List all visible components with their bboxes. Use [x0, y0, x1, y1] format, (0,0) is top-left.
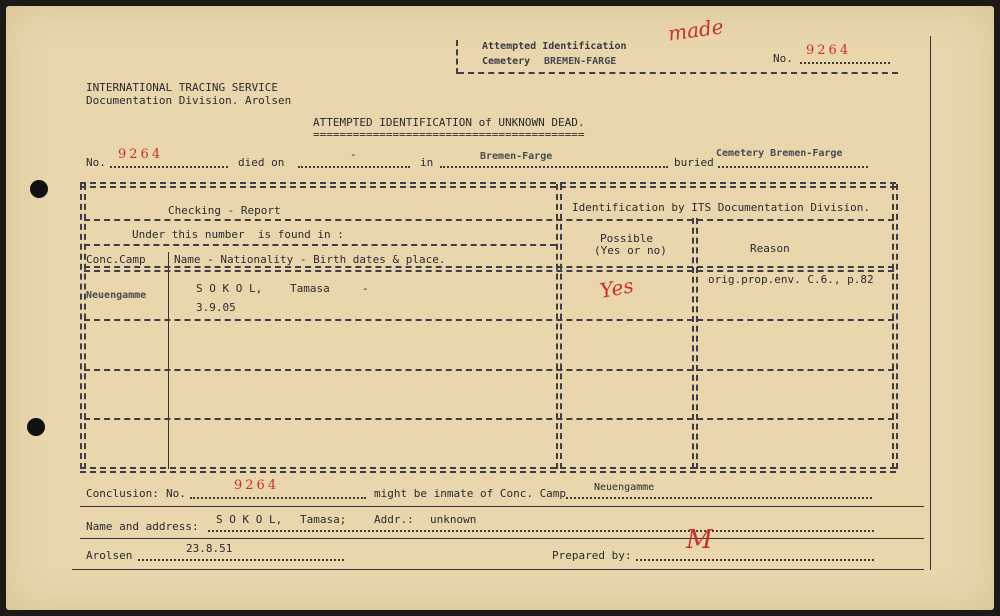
addr-value: unknown: [430, 513, 477, 526]
record-died-label: died on: [238, 156, 285, 169]
footer-date: 23.8.51: [186, 542, 233, 555]
record-no-label: No.: [86, 156, 106, 169]
row1-birth: 3.9.05: [196, 301, 236, 314]
table-bottom-border: [80, 467, 896, 473]
footer-rule: [72, 569, 924, 570]
conclusion-label: Conclusion:: [86, 487, 159, 500]
name-address-surname: S O K O L,: [216, 513, 283, 526]
stamp-handwritten-made: made: [666, 14, 725, 46]
punch-hole-bottom: [27, 418, 45, 436]
conclusion-no-dotline: [190, 497, 366, 499]
name-address-label: Name and address:: [86, 520, 199, 533]
conclusion-text: might be inmate of Conc. Camp: [374, 487, 567, 500]
form-title: ATTEMPTED IDENTIFICATION of UNKNOWN DEAD.: [313, 116, 585, 129]
form-title-underline: =========================================: [313, 128, 585, 141]
row1-camp: Neuengamme: [86, 290, 147, 301]
right-margin-rule: [930, 36, 931, 570]
org-name: INTERNATIONAL TRACING SERVICE: [86, 81, 279, 94]
conclusion-camp-dotline: [566, 497, 872, 499]
addr-label: Addr.:: [374, 513, 414, 526]
index-card: [6, 6, 994, 610]
conclusion-no-value: 9264: [234, 478, 280, 493]
prepared-by-label: Prepared by:: [552, 549, 632, 562]
row1-possible: Yes: [598, 273, 636, 303]
stamp-bottom-border: [458, 72, 898, 74]
table-top-border: [80, 182, 896, 188]
table-main-divider: [556, 184, 562, 469]
col-possible-header-2: (Yes or no): [594, 244, 667, 257]
table-line-under: [84, 244, 556, 246]
under-number-label: Under this number is found in :: [132, 228, 344, 241]
footer-date-dotline: [138, 559, 344, 561]
record-no-dotline: [110, 166, 228, 168]
col-camp-header: Conc.Camp: [86, 253, 146, 266]
record-no-value: 9264: [118, 147, 164, 162]
name-address-first-name: Tamasa;: [300, 513, 347, 526]
table-line-colheads: [84, 266, 894, 272]
stamp-cemetery-value: BREMEN-FARGE: [544, 56, 617, 67]
stamp-no-label: No.: [773, 52, 793, 65]
conclusion-no-label: No.: [166, 487, 186, 500]
table-line-row1: [84, 319, 894, 321]
table-camp-divider: [168, 252, 169, 469]
table-line-header: [84, 219, 894, 221]
footer-place: Arolsen: [86, 549, 133, 562]
stamp-left-border: [456, 40, 458, 74]
row1-surname: S O K O L,: [196, 282, 263, 295]
org-division: Documentation Division. Arolsen: [86, 94, 292, 107]
col-reason-header: Reason: [750, 242, 790, 255]
col-name-header: Name - Nationality - Birth dates & place.: [174, 253, 446, 266]
record-buried-label: buried: [674, 156, 714, 169]
conclusion-rule: [80, 506, 924, 507]
record-buried-value: Cemetery Bremen-Farge: [716, 148, 843, 159]
name-address-dotline: [208, 530, 874, 532]
row1-first-name: Tamasa: [290, 282, 330, 295]
table-line-row3: [84, 418, 894, 420]
record-buried-dotline: [718, 166, 868, 168]
record-died-dotline: [298, 166, 410, 168]
conclusion-camp: Neuengamme: [594, 482, 655, 493]
col-possible-header-1: Possible: [600, 232, 653, 245]
record-in-label: in: [420, 156, 434, 169]
name-address-rule: [80, 538, 924, 539]
record-died-value: -: [350, 148, 357, 161]
table-left-border: [80, 184, 86, 469]
table-right-border: [892, 184, 898, 469]
prepared-by-dotline: [636, 559, 874, 561]
record-in-value: Bremen-Farge: [480, 151, 553, 162]
punch-hole-top: [30, 180, 48, 198]
stamp-no-dotline: [800, 62, 890, 64]
identification-header: Identification by ITS Documentation Division.: [572, 201, 871, 214]
checking-report-header: Checking - Report: [168, 204, 281, 217]
row1-reason: orig.prop.env. C.6., p.82: [708, 273, 874, 286]
stamp-line1: Attempted Identification: [482, 41, 627, 52]
prepared-by-signature: M: [686, 525, 713, 555]
stamp-cemetery-label: Cemetery: [482, 56, 531, 67]
table-reason-divider: [692, 218, 698, 469]
row1-dash: -: [362, 282, 369, 295]
record-in-dotline: [440, 166, 668, 168]
stamp-no-value: 9264: [806, 43, 852, 58]
table-line-row2: [84, 369, 894, 371]
